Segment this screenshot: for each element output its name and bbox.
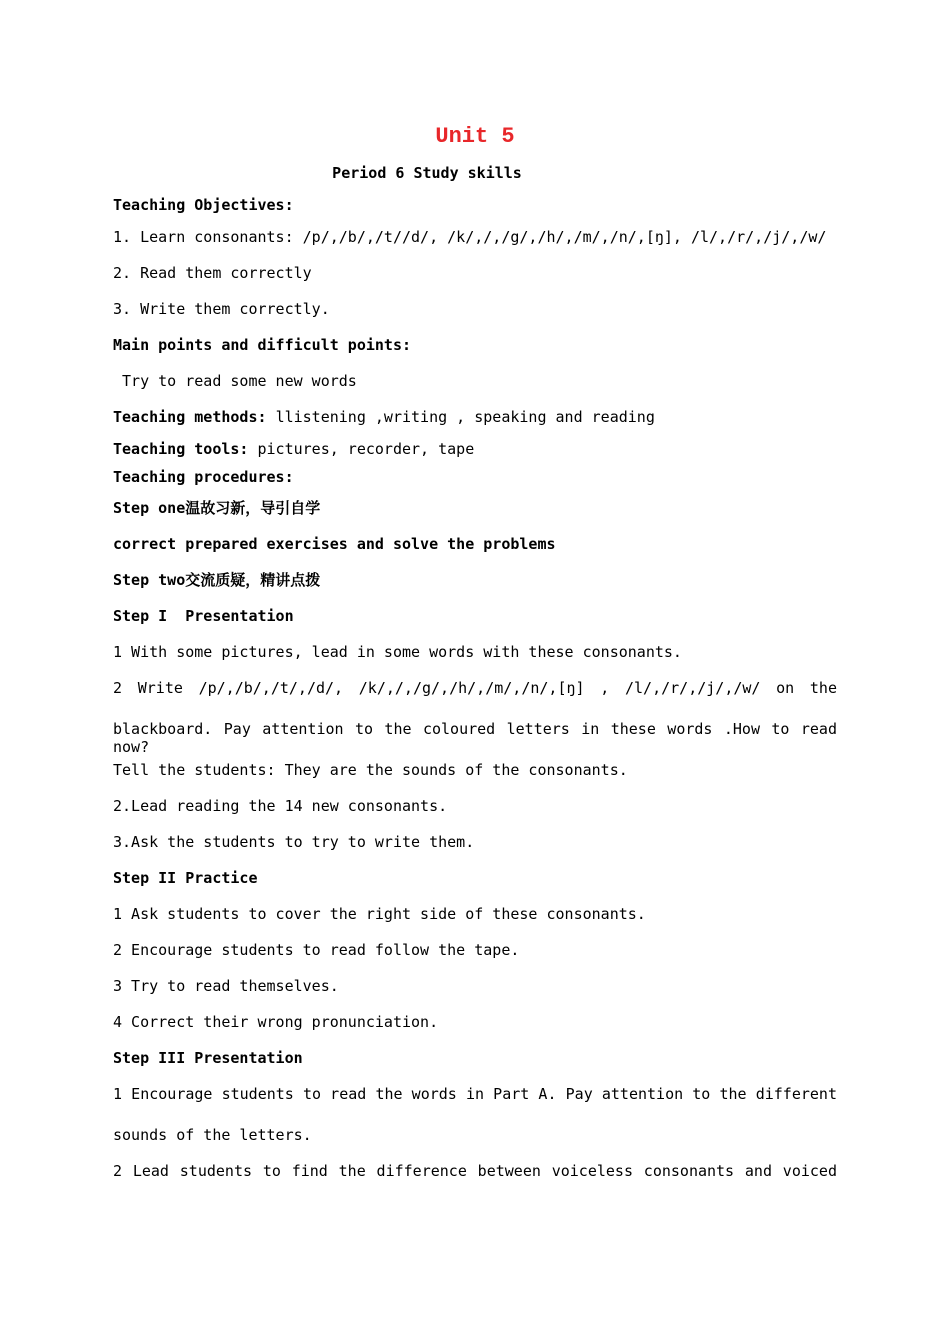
step-iii-heading: Step III Presentation bbox=[113, 1049, 303, 1067]
main-points-heading: Main points and difficult points: bbox=[113, 336, 412, 354]
objective-item: 1. Learn consonants: /p/,/b/,/t//d/, /k/,/,/g/,/h/,/m/,/n/,[ŋ], /l/,/r/,/j/,/w/ bbox=[113, 228, 827, 246]
objective-item: 3. Write them correctly. bbox=[113, 300, 330, 318]
step-i-line: 1 With some pictures, lead in some words with these consonants. bbox=[113, 643, 682, 661]
teaching-methods bbox=[113, 408, 837, 426]
step-ii-item: 4 Correct their wrong pronunciation. bbox=[113, 1013, 439, 1031]
objectives-heading: Teaching Objectives: bbox=[113, 196, 294, 214]
methods-text: llistening ,writing , speaking and reading bbox=[275, 408, 655, 426]
step-iii-line: sounds of the letters. bbox=[113, 1126, 312, 1144]
tools-text: pictures, recorder, tape bbox=[257, 440, 475, 458]
step-i-line: 2.Lead reading the 14 new consonants. bbox=[113, 797, 448, 815]
step-i-line: Tell the students: They are the sounds of the consonants. bbox=[113, 761, 628, 779]
teaching-tools bbox=[113, 440, 837, 458]
step-ii-item: 2 Encourage students to read follow the tape. bbox=[113, 941, 520, 959]
step-iii-line: 1 Encourage students to read the words in Part A. Pay attention to the different bbox=[113, 1085, 837, 1103]
tools-label: Teaching tools: bbox=[113, 440, 258, 458]
step-i-heading: Step I Presentation bbox=[113, 607, 294, 625]
step-i-line: 2 Write /p/,/b/,/t/,/d/, /k/,/,/g/,/h/,/m/,/n/,[ŋ] , /l/,/r/,/j/,/w/ on the bbox=[113, 679, 837, 697]
page-title: Unit 5 bbox=[435, 124, 515, 149]
step-iii-line: 2 Lead students to find the difference between voiceless consonants and voiced bbox=[113, 1162, 837, 1180]
main-points-text: Try to read some new words bbox=[113, 372, 357, 390]
step-one-heading: Step one温故习新，导引自学 bbox=[113, 499, 321, 517]
step-two-heading: Step two交流质疑，精讲点拨 bbox=[113, 571, 321, 589]
methods-label: Teaching methods: bbox=[113, 408, 276, 426]
objective-item: 2. Read them correctly bbox=[113, 264, 312, 282]
step-ii-heading: Step II Practice bbox=[113, 869, 258, 887]
procedures-heading: Teaching procedures: bbox=[113, 468, 294, 486]
step-i-line: 3.Ask the students to try to write them. bbox=[113, 833, 475, 851]
step-one-text: correct prepared exercises and solve the problems bbox=[113, 535, 556, 553]
step-ii-item: 3 Try to read themselves. bbox=[113, 977, 339, 995]
step-ii-item: 1 Ask students to cover the right side of these consonants. bbox=[113, 905, 646, 923]
step-i-line: blackboard. Pay attention to the coloured letters in these words .How to read now? bbox=[113, 720, 837, 756]
page-subtitle: Period 6 Study skills bbox=[332, 164, 522, 182]
